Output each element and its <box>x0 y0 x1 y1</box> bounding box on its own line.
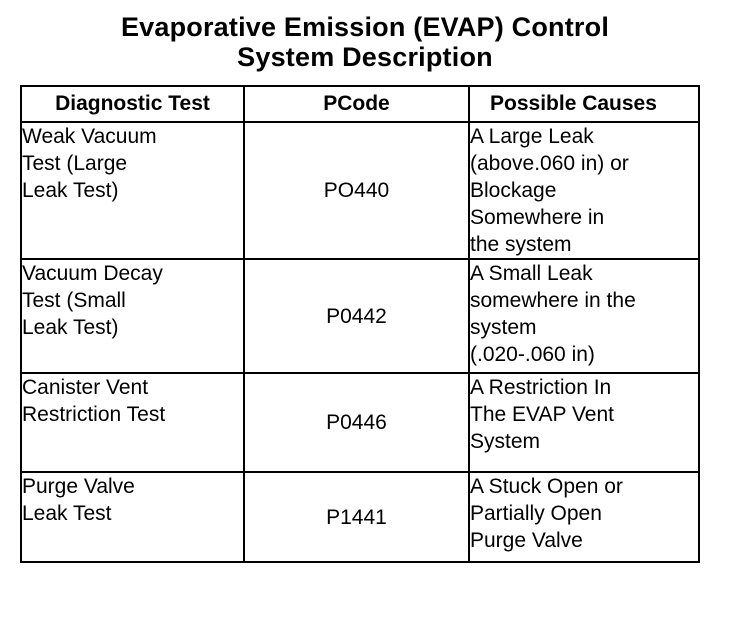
table-row <box>21 472 699 562</box>
table-row <box>21 122 699 259</box>
title-line-1: Evaporative Emission (EVAP) Control <box>120 12 610 42</box>
possible-causes-cell: A Restriction In The EVAP Vent System <box>469 373 699 472</box>
document-title <box>0 12 730 72</box>
header-pcode: PCode <box>244 86 469 122</box>
title-line-2: System Description <box>237 42 493 72</box>
header-possible-causes: Possible Causes <box>469 86 699 122</box>
pcode-cell: P1441 <box>244 472 469 562</box>
table-row <box>21 259 699 373</box>
diagnostic-test-cell: Weak Vacuum Test (Large Leak Test) <box>21 122 244 259</box>
possible-causes-cell: A Stuck Open or Partially Open Purge Valve <box>469 472 699 562</box>
table-row <box>21 373 699 472</box>
diagnostic-test-cell: Canister Vent Restriction Test <box>21 373 244 472</box>
possible-causes-cell: A Large Leak (above.060 in) or Blockage Somewhere in the system <box>469 122 699 259</box>
diagnostic-test-cell: Purge Valve Leak Test <box>21 472 244 562</box>
pcode-cell: PO440 <box>244 122 469 259</box>
diagnostic-test-cell: Vacuum Decay Test (Small Leak Test) <box>21 259 244 373</box>
possible-causes-cell: A Small Leak somewhere in the system (.020-.060 in) <box>469 259 699 373</box>
table-header-row <box>21 86 699 122</box>
header-diagnostic-test: Diagnostic Test <box>21 86 244 122</box>
pcode-cell: P0442 <box>244 259 469 373</box>
evap-diagnostic-table <box>20 85 700 563</box>
pcode-cell: P0446 <box>244 373 469 472</box>
